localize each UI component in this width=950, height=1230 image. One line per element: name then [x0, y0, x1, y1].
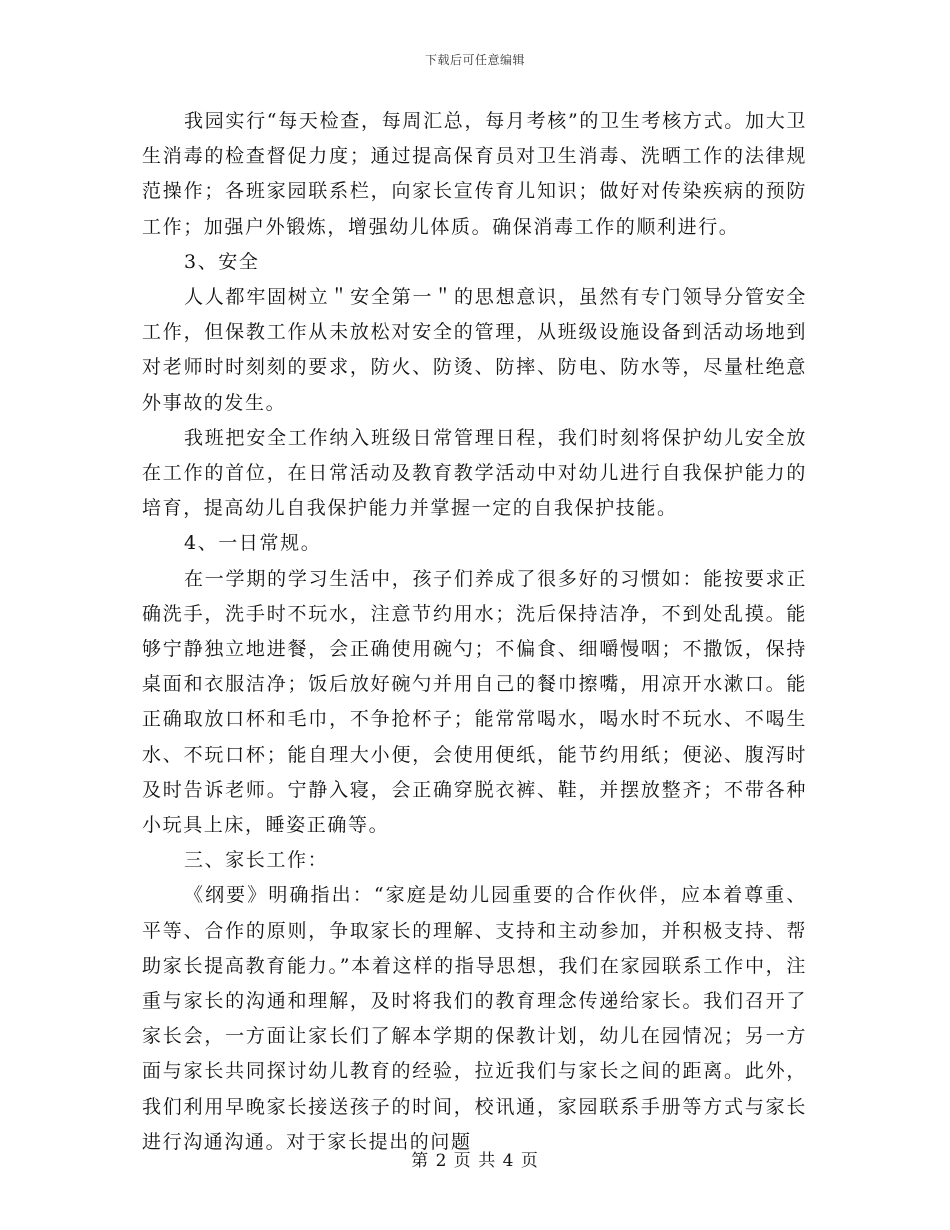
document-body [142, 104, 807, 1160]
heading-safety: 3、安全 [184, 250, 260, 273]
paragraph-hygiene: 我园实行“每天检查，每周汇总，每月考核”的卫生考核方式。加大卫生消毒的检查督促力度；通过提高保育员对卫生消毒、洗晒工作的法律规范操作；各班家园联系栏，向家长宣传育儿知识；做好对传染疾病的预防工作；加强户外锻炼，增强幼儿体质。确保消毒工作的顺利进行。 [142, 110, 807, 238]
page-number: 第 2 页 共 4 页 [411, 1151, 539, 1171]
heading-daily-routine: 4、一日常规。 [184, 532, 322, 555]
paragraph-parent-work: 《纲要》明确指出：“家庭是幼儿园重要的合作伙伴，应本着尊重、平等、合作的原则，争取家长的理解、支持和主动参加，并积极支持、帮助家长提高教育能力。”本着这样的指导思想，我们在家园联系工作中，注重与家长的沟通和理解，及时将我们的教育理念传递给家长。我们召开了家长会，一方面让家长们了解本学期的保教计划，幼儿在园情况；另一方面与家长共同探讨幼儿教育的经验，拉近我们与家长之间的距离。此外，我们利用早晚家长接送孩子的时间，校讯通，家园联系手册等方式与家长进行沟通沟通。对于家长提出的问题 [142, 884, 807, 1153]
heading-parent-work: 三、家长工作： [184, 849, 329, 872]
paragraph-safety-awareness: 人人都牢固树立＂安全第一＂的思想意识，虽然有专门领导分管安全工作，但保教工作从未放松对安全的管理，从班级设施设备到活动场地到对老师时时刻刻的要求，防火、防烫、防摔、防电、防水等，尽量杜绝意外事故的发生。 [142, 286, 807, 414]
page-header: 下载后可任意编辑 [424, 53, 525, 67]
paragraph-daily-routine: 在一学期的学习生活中，孩子们养成了很多好的习惯如：能按要求正确洗手，洗手时不玩水，注意节约用水；洗后保持洁净，不到处乱摸。能够宁静独立地进餐，会正确使用碗勺；不偏食、细嚼慢咽；不撒饭，保持桌面和衣服洁净；饭后放好碗勺并用自己的餐巾擦嘴，用凉开水漱口。能正确取放口杯和毛巾，不争抢杯子；能常常喝水，喝水时不玩水、不喝生水、不玩口杯；能自理大小便，会使用便纸，能节约用纸；便泌、腹泻时及时告诉老师。宁静入寝，会正确穿脱衣裤、鞋，并摆放整齐；不带各种小玩具上床，睡姿正确等。 [142, 567, 807, 837]
paragraph-safety-management: 我班把安全工作纳入班级日常管理日程，我们时刻将保护幼儿安全放在工作的首位，在日常活动及教育教学活动中对幼儿进行自我保护能力的培育，提高幼儿自我保护能力并掌握一定的自我保护技能。 [142, 426, 807, 520]
